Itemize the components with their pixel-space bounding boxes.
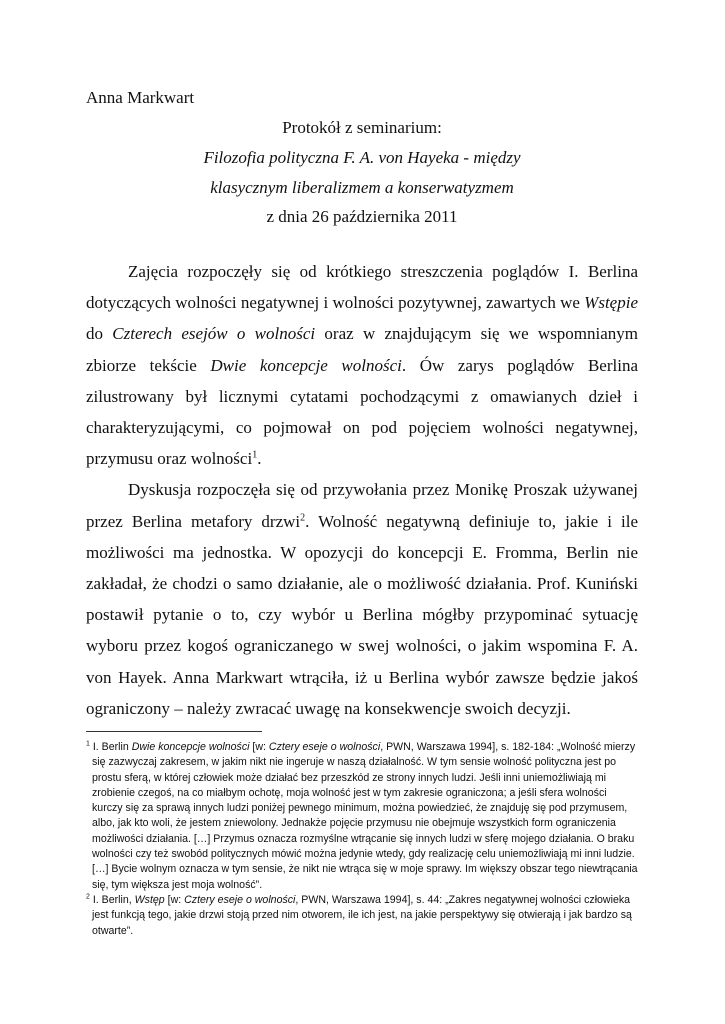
footnote-1: $^1$ I. Berlin Dwie koncepcje wolności [w: Cztery eseje o wolności, PWN, Warszawa 1994], s. 182-184: „Wolność mierzy się zazwyczaj zakresem, w jakim nikt nie ingeruje w naszą działalność. W tym sensie wolność polityczna jest po prostu sferą, w której człowiek może działać bez przeszkód ze strony innych ludzi. Jeśli inni uniemożliwiają mi zrobienie czegoś, na co miałbym ochotę, moja wolność jest w tym zakresie ograniczona; a jeśli sfera wolności kurczy się za sprawą innych ludzi poniżej pewnego minimum, można powiedzieć, że znajduję się pod przymusem, albo, jak kto woli, że jestem zniewolony. Jednakże pojęcie przymusu nie obejmuje wszystkich form ograniczenia możliwości działania. […] Przymus oznacza rozmyślne wtrącanie się innych ludzi w sferę mojego działania. O braku wolności czy też swobód politycznych mówić można jedynie wtedy, gdy realizację celu uniemożliwiają mi inni ludzie. […] Bycie wolnym oznacza w tym sensie, że nikt nie wtrąca się w moje sprawy. Im większy obszar tego niewtrącania się, tym większa jest moja wolność”. [86,740,638,891]
paragraph-2: Dyskusja rozpoczęła się od przywołania przez Monikę Proszak używanej przez Berlina metafory drzwi$^2$. Wolność negatywną definiuje to, jakie i ile możliwości ma jednostka. W opozycji do koncepcji E. Fromma, Berlin nie zakładał, że chodzi o samo działanie, ale o możliwość działania. Prof. Kuniński postawił pytanie o to, czy wybór u Berlina mógłby przypominać sytuację wyboru przez kogoś ograniczanego w swej wolności, o jakim wspomina F. A. von Hayek. Anna Markwart wtrąciła, iż u Berlina wybór zawsze będzie jakoś ograniczony – należy zwracać uwagę na konsekwencje swoich decyzji. [86,480,638,718]
footnote-1-number: 1 [86,740,90,748]
footnotes [86,740,638,939]
footnote-separator [86,731,262,732]
title-line: Protokół z seminarium: [282,118,442,137]
seminar-title-line-1: Filozofia polityczna F. A. von Hayeka - między [203,148,521,167]
footnote-ref-1[interactable]: 1 [252,449,258,461]
paragraph-1: Zajęcia rozpoczęły się od krótkiego streszczenia poglądów I. Berlina dotyczących wolności negatywnej i wolności pozytywnej, zawartych we Wstępie do Czterech esejów o wolności oraz w znajdującym się we wspomnianym zbiorze tekście Dwie koncepcje wolności. Ów zarys poglądów Berlina zilustrowany był licznymi cytatami pochodzącymi z omawianych dzieł i charakteryzującymi, co pojmował on pod pojęciem wolności negatywnej, przymusu oraz wolności$^1$. [86,262,639,469]
seminar-title-line-2: klasycznym liberalizmem a konserwatyzmem [210,178,514,197]
body-text [86,256,638,724]
footnote-2-number: 2 [86,893,90,901]
seminar-date: z dnia 26 października 2011 [266,207,458,226]
author-name: Anna Markwart [86,88,195,107]
footnote-ref-2[interactable]: 2 [300,511,306,523]
footnote-2: $^2$ I. Berlin, Wstęp [w: Cztery eseje o wolności, PWN, Warszawa 1994], s. 44: „Zakres negatywnej wolności człowieka jest funkcją tego, jakie drzwi stoją przed nim otworem, ile ich jest, na jakie perspektywy się otwierają i jak bardzo są otwarte”. [86,893,632,937]
